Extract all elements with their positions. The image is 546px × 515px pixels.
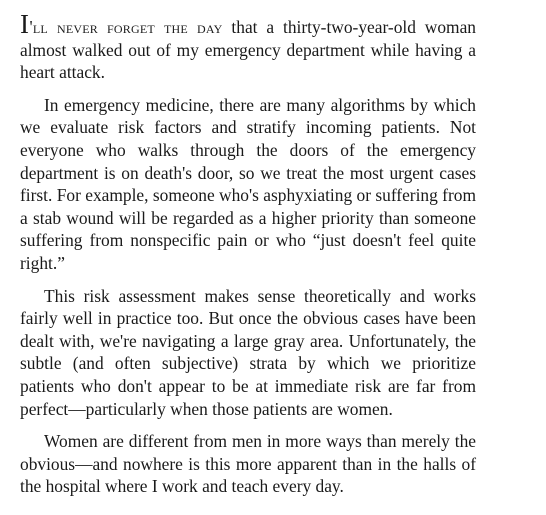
drop-cap: I	[20, 9, 30, 39]
document-page	[20, 9, 476, 498]
paragraph-risk-assessment: This risk assessment makes sense theoretically and works fairly well in practice too. But once the obvious cases have been dealt with, we're navigating a large gray area. Unfortunately, the subtle (and often subjective) strata by which we prioritize patients who don't appear to be at immediate risk are far from perfect—particularly when those patients are women.	[20, 285, 476, 419]
opening-text: that a thirty-two-year-old woman almost walked out of my emergency department while having a heart attack.	[20, 17, 476, 83]
paragraph-women-different: Women are different from men in more ways than merely the obvious—and nowhere is this more apparent than in the halls of the hospital where I work and teach every day.	[20, 431, 476, 497]
opening-paragraph	[20, 9, 476, 84]
opening-small-caps: 'll never forget the day	[29, 17, 223, 37]
paragraph-risk-algorithms: In emergency medicine, there are many algorithms by which we evaluate risk factors and stratify incoming patients. Not everyone who walks through the doors of the emergency department is on death's door, so we treat the most urgent cases first. For example, someone who's asphyxiating or suffering from a stab wound will be regarded as a higher priority than someone suffering from nonspecific pain or who “just doesn't feel quite right.”	[20, 94, 476, 273]
